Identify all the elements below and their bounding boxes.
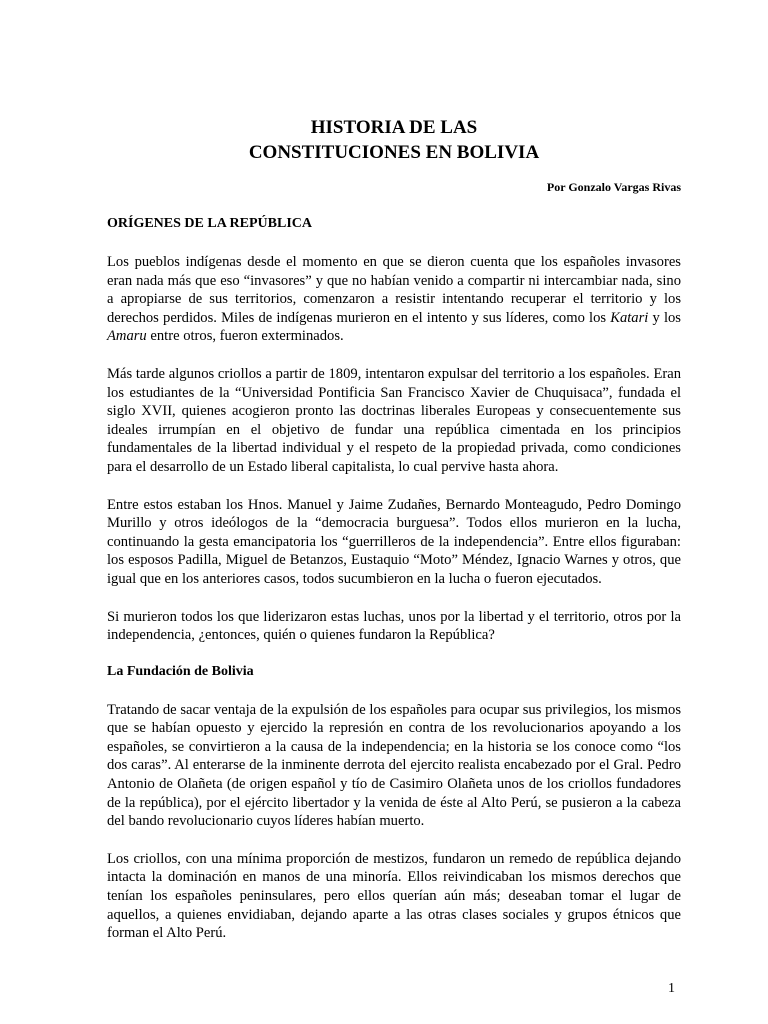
paragraph-4: Si murieron todos los que liderizaron estas luchas, unos por la libertad y el territorio, otros por la independencia, ¿entonces, quién o quienes fundaron la República? bbox=[107, 608, 681, 644]
document-title bbox=[107, 115, 681, 165]
paragraph-1-text-b: y los bbox=[648, 309, 681, 326]
title-line-2: CONSTITUCIONES EN BOLIVIA bbox=[248, 142, 540, 163]
page-number: 1 bbox=[668, 981, 675, 996]
author-byline: Por Gonzalo Vargas Rivas bbox=[546, 180, 681, 194]
paragraph-1-katari: Katari bbox=[610, 309, 649, 326]
section-heading-origenes: ORÍGENES DE LA REPÚBLICA bbox=[107, 216, 312, 231]
paragraph-3: Entre estos estaban los Hnos. Manuel y Jaime Zudañes, Bernardo Monteagudo, Pedro Domingo Murillo y otros ideólogos de la “democracia burguesa”. Todos ellos murieron en la lucha, continuando la gesta emancipatoria los “guerrilleros de la independencia”. Entre ellos figuraban: los esposos Padilla, Miguel de Betanzos, Eustaquio “Moto” Méndez, Ignacio Warnes y otros, que igual que en los anteriores casos, todos sucumbieron en la lucha o fueron ejecutados. bbox=[107, 496, 681, 587]
paragraph-6: Los criollos, con una mínima proporción de mestizos, fundaron un remedo de república dejando intacta la dominación en manos de una minoría. Ellos reivindicaban los mismos derechos que tenían los españoles peninsulares, pero ellos querían aún más; deseaban tomar el lugar de aquellos, a quienes envidiaban, dejando aparte a las otras clases sociales y grupos étnicos que forman el Alto Perú. bbox=[107, 850, 681, 942]
title-line-1: HISTORIA DE LAS bbox=[310, 117, 478, 138]
paragraph-1-text-a: Los pueblos indígenas desde el momento en que se dieron cuenta que los españoles invasores eran nada más que eso “invasores” y que no habían venido a compartir ni intercambiar nada, sino a apropiarse de sus territorios, comenzaron a resistir intentando recuperar el territorio y los derechos perdidos. Miles de indígenas murieron en el intento y sus líderes, como los bbox=[107, 254, 681, 326]
paragraph-2: Más tarde algunos criollos a partir de 1809, intentaron expulsar del territorio a los españoles. Eran los estudiantes de la “Universidad Pontificia San Francisco Xavier de Chuquisaca”, fundada el siglo XVII, quienes acogieron pronto las doctrinas liberales Europeas y consecuentemente sus ideales irrumpían en el objetivo de fundar una república cimentada en los principios fundamentales de la libertad individual y el respeto de la propiedad privada, como condiciones para el desarrollo de un Estado liberal capitalista, lo cual pervive hasta ahora. bbox=[107, 365, 681, 475]
document-page bbox=[107, 115, 681, 943]
section-heading-fundacion: La Fundación de Bolivia bbox=[107, 663, 254, 679]
paragraph-1-amaru: Amaru bbox=[107, 328, 147, 345]
paragraph-1 bbox=[107, 253, 681, 346]
paragraph-1-text-c: entre otros, fueron exterminados. bbox=[146, 328, 344, 345]
paragraph-5: Tratando de sacar ventaja de la expulsión de los españoles para ocupar sus privilegios, los mismos que se habían opuesto y ejercido la represión en contra de los revolucionarios apoyando a los españoles, se convirtieron a la causa de la independencia; en la historia se los conoce como “los dos caras”. Al enterarse de la inminente derrota del ejercito realista encabezado por el Gral. Pedro Antonio de Olañeta (de origen español y tío de Casimiro Olañeta unos de los criollos fundadores de la república), por el ejército libertador y la venida de éste al Alto Perú, se pusieron a la cabeza del bando revolucionario cuyos líderes habían muerto. bbox=[107, 701, 681, 830]
